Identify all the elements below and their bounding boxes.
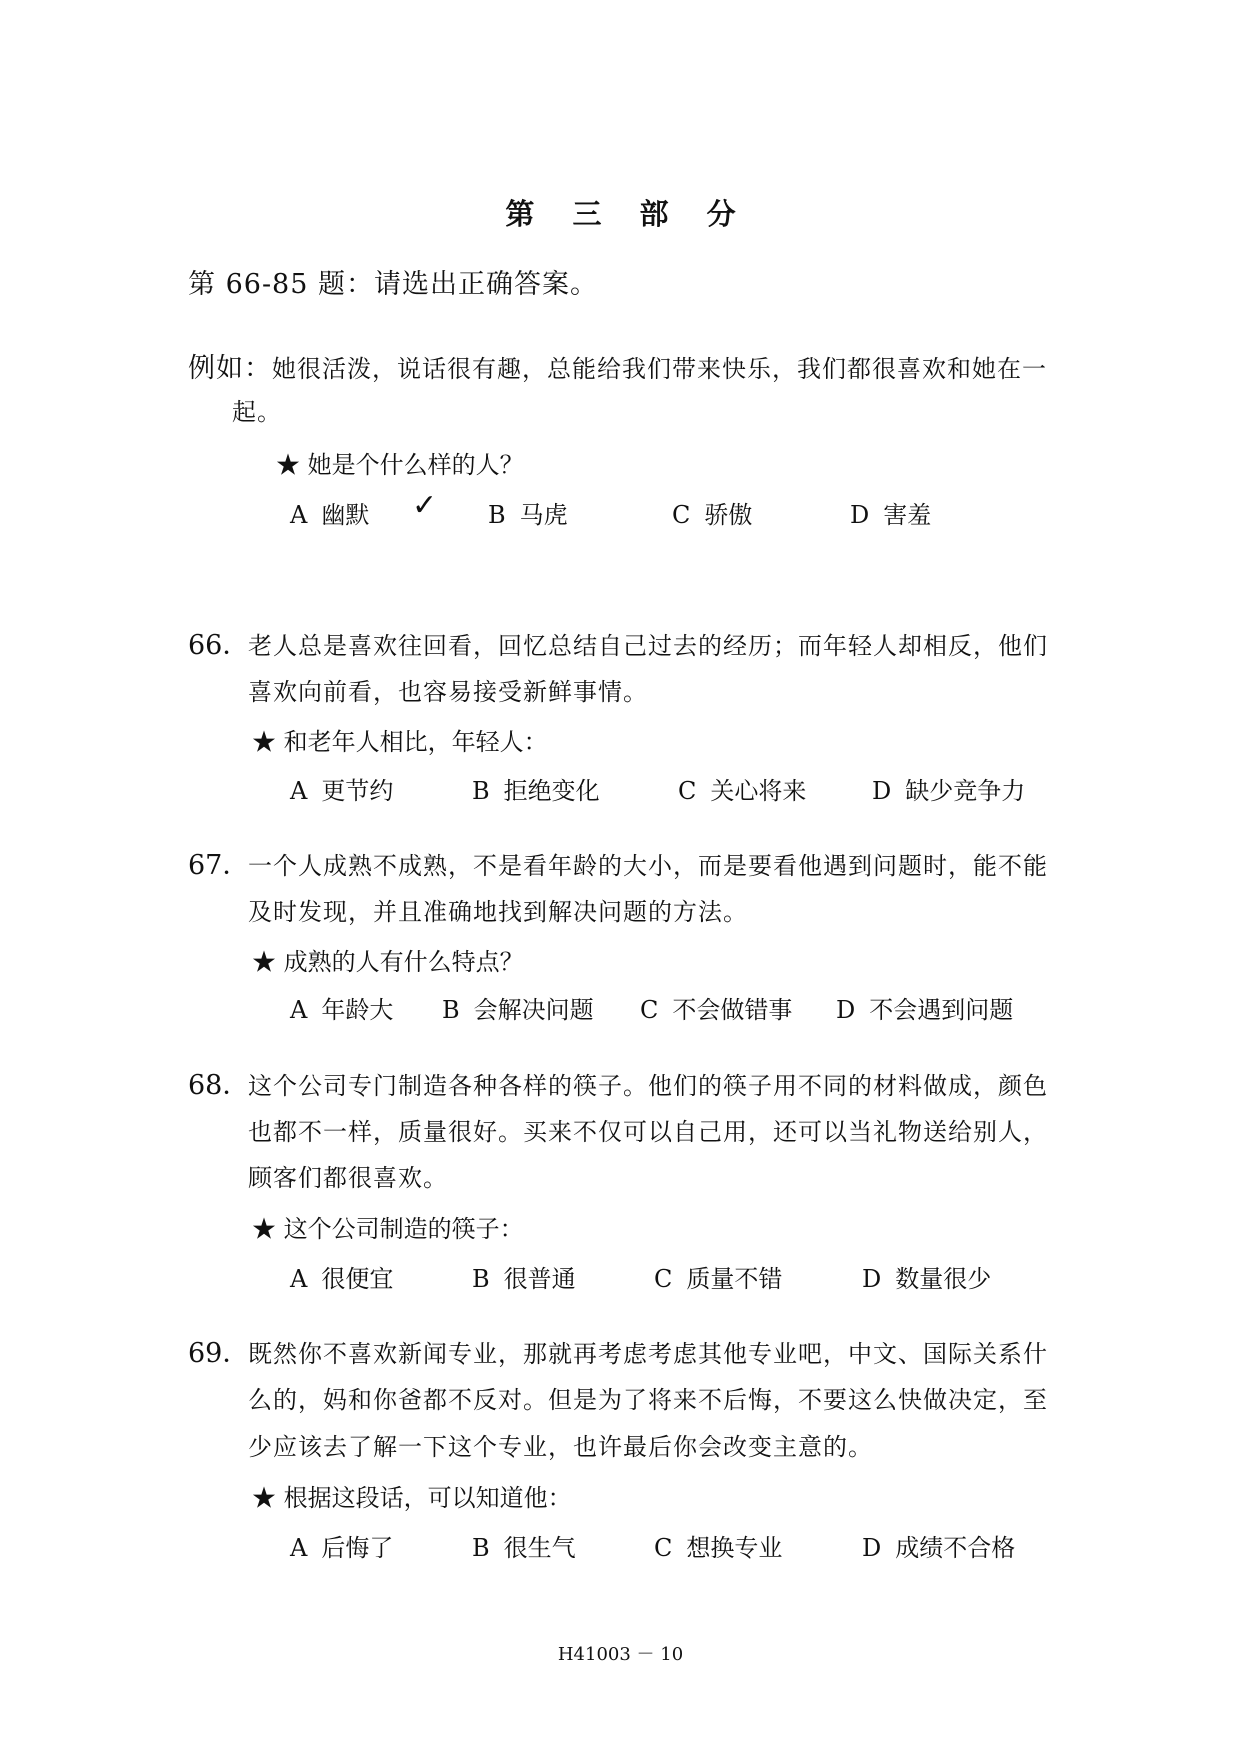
option-a[interactable]: A 很便宜 xyxy=(290,1265,394,1293)
option-b[interactable]: B 很普通 xyxy=(472,1265,576,1293)
option-d[interactable]: D 缺少竞争力 xyxy=(872,777,1026,805)
option-b[interactable]: B 会解决问题 xyxy=(442,996,594,1024)
section-title: 第 三 部 分 xyxy=(505,197,750,231)
example-text-line-1: 例如：她很活泼，说话很有趣，总能给我们带来快乐，我们都很喜欢和她在一 xyxy=(188,353,1047,384)
question-prompt: ★ 和老年人相比，年轻人： xyxy=(252,728,548,756)
question-text-line: 一个人成熟不成熟，不是看年龄的大小，而是要看他遇到问题时，能不能 xyxy=(248,852,1048,880)
question-text-line: 顾客们都很喜欢。 xyxy=(248,1164,448,1192)
question-text-line: 么的，妈和你爸都不反对。但是为了将来不后悔，不要这么快做决定，至 xyxy=(248,1386,1048,1414)
option-a[interactable]: A 后悔了 xyxy=(290,1534,394,1562)
question-text-line: 老人总是喜欢往回看，回忆总结自己过去的经历；而年轻人却相反，他们 xyxy=(248,632,1048,660)
question-number: 66． xyxy=(188,630,250,661)
question-prompt: ★ 根据这段话，可以知道他： xyxy=(252,1484,572,1512)
example-question: ★ 她是个什么样的人？ xyxy=(276,451,524,479)
question-prompt: ★ 成熟的人有什么特点？ xyxy=(252,948,524,976)
option-b[interactable]: B 很生气 xyxy=(472,1534,576,1562)
question-text-line: 少应该去了解一下这个专业，也许最后你会改变主意的。 xyxy=(248,1433,873,1461)
option-c[interactable]: C 质量不错 xyxy=(654,1265,783,1293)
option-c[interactable]: C 关心将来 xyxy=(678,777,807,805)
option-d[interactable]: D 数量很少 xyxy=(862,1265,992,1293)
example-option-a: A 幽默 xyxy=(290,501,370,529)
question-number: 69． xyxy=(188,1338,250,1369)
option-b[interactable]: B 拒绝变化 xyxy=(472,777,600,805)
option-a[interactable]: A 年龄大 xyxy=(290,996,394,1024)
option-c[interactable]: C 想换专业 xyxy=(654,1534,783,1562)
question-text-line: 也都不一样，质量很好。买来不仅可以自己用，还可以当礼物送给别人， xyxy=(248,1118,1048,1146)
example-text-line-2: 起。 xyxy=(232,398,282,426)
question-text-line: 这个公司专门制造各种各样的筷子。他们的筷子用不同的材料做成，颜色 xyxy=(248,1072,1048,1100)
option-a[interactable]: A 更节约 xyxy=(290,777,394,805)
example-option-c: C 骄傲 xyxy=(672,501,753,529)
example-label: 例如： xyxy=(188,353,272,384)
question-text-line: 及时发现，并且准确地找到解决问题的方法。 xyxy=(248,898,748,926)
question-text-line: 喜欢向前看，也容易接受新鲜事情。 xyxy=(248,678,648,706)
option-d[interactable]: D 不会遇到问题 xyxy=(836,996,1014,1024)
option-d[interactable]: D 成绩不合格 xyxy=(862,1534,1016,1562)
question-number: 68． xyxy=(188,1070,250,1101)
question-text-line: 既然你不喜欢新闻专业，那就再考虑考虑其他专业吧，中文、国际关系什 xyxy=(248,1340,1048,1368)
example-option-b: B 马虎 xyxy=(488,501,568,529)
question-number: 67． xyxy=(188,850,250,881)
instruction: 第 66-85 题：请选出正确答案。 xyxy=(188,269,599,300)
page-footer: H41003 － 10 xyxy=(557,1644,684,1665)
option-c[interactable]: C 不会做错事 xyxy=(640,996,793,1024)
example-option-d: D 害羞 xyxy=(850,501,932,529)
checkmark-icon: ✓ xyxy=(412,488,438,523)
question-prompt: ★ 这个公司制造的筷子： xyxy=(252,1215,524,1243)
